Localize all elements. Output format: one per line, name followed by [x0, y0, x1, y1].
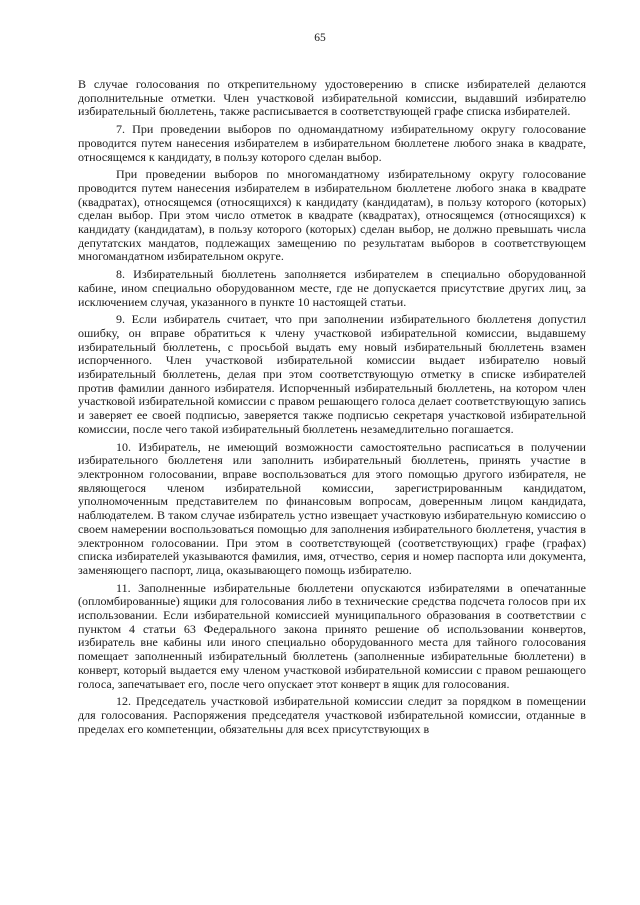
paragraph-item-11: 11. Заполненные избирательные бюллетени опускаются избирателями в опечатанные (опломбированные) ящики для голосования либо в технические средства подсчета голосов при их использовании. Если избирательной комиссией муниципального образования в соответствии с пунктом 4 статьи 63 Федерального закона принято решение об использовании конвертов, избиратель вне кабины или иного специально оборудованного места для тайного голосования помещает заполненный избирательный бюллетень (заполненные избирательные бюллетени) в конверт, который выдается ему членом участковой избирательной комиссии с правом решающего голоса, запечатывает его, после чего опускает этот конверт в ящик для голосования.: [78, 580, 586, 691]
paragraph-item-9: 9. Если избиратель считает, что при заполнении избирательного бюллетеня допустил ошибку, он вправе обратиться к члену участковой избирательной комиссии, выдавшему избирательный бюллетень, с просьбой выдать ему новый избирательный бюллетень взамен испорченного. Член участковой избирательной комиссии выдает избирателю новый избирательный бюллетень, делая при этом соответствующую отметку в списке избирателей против фамилии данного избирателя. Испорченный избирательный бюллетень, на котором член участковой избирательной комиссии с правом решающего голоса делает соответствующую запись и заверяет ее своей подписью, заверяется также подписью секретаря участковой избирательной комиссии, после чего такой избирательный бюллетень незамедлительно погашается.: [78, 312, 586, 436]
paragraph-item-10: 10. Избиратель, не имеющий возможности самостоятельно расписаться в получении избирательного бюллетеня или заполнить избирательный бюллетень, принять участие в электронном голосовании, вправе воспользоваться для этого помощью другого избирателя, не являющегося членом избирательной комиссии, зарегистрированным кандидатом, уполномоченным представителем по финансовым вопросам, доверенным лицом кандидата, наблюдателем. В таком случае избиратель устно извещает участковую избирательную комиссию о своем намерении воспользоваться помощью для заполнения избирательного бюллетеня, участия в электронном голосовании. При этом в соответствующей (соответствующих) графе (графах) списка избирателей указываются фамилия, имя, отчество, серия и номер паспорта или документа, заменяющего паспорт, лица, оказывающего помощь избирателю.: [78, 439, 586, 577]
paragraph-item-7: 7. При проведении выборов по одномандатному избирательному округу голосование проводится путем нанесения избирателем в избирательном бюллетене любого знака в квадрате, относящемся к кандидату, в пользу которого сделан выбор.: [78, 122, 586, 164]
paragraph-item-12: 12. Председатель участковой избирательной комиссии следит за порядком в помещении для голосования. Распоряжения председателя участковой избирательной комиссии, отданные в пределах его компетенции, обязательны для всех присутствующих в: [78, 694, 586, 736]
document-body: [78, 78, 586, 740]
paragraph-multimandate: При проведении выборов по многомандатному избирательному округу голосование проводится путем нанесения избирателем в избирательном бюллетене любого знака в квадрате (квадратах), относящемся (относящихся) к кандидату (кандидатам), в пользу которого (которых) сделан выбор. При этом число отметок в квадрате (квадратах), относящемся (относящихся) к кандидату (кандидатам), в пользу которого (которых) сделан выбор, не должно превышать числа депутатских мандатов, подлежащих замещению по результатам выборов в соответствующем многомандатном избирательном округе.: [78, 167, 586, 264]
page-number: 65: [314, 32, 326, 44]
paragraph-item-8: 8. Избирательный бюллетень заполняется избирателем в специально оборудованной кабине, ином специально оборудованном месте, где не допускается присутствие других лиц, за исключением случая, указанного в пункте 10 настоящей статьи.: [78, 267, 586, 309]
paragraph-ballot-marks: В случае голосования по открепительному удостоверению в списке избирателей делаются дополнительные отметки. Член участковой избирательной комиссии, выдавший избирателю избирательный бюллетень, также расписывается в соответствующей графе списка избирателей.: [78, 77, 586, 119]
